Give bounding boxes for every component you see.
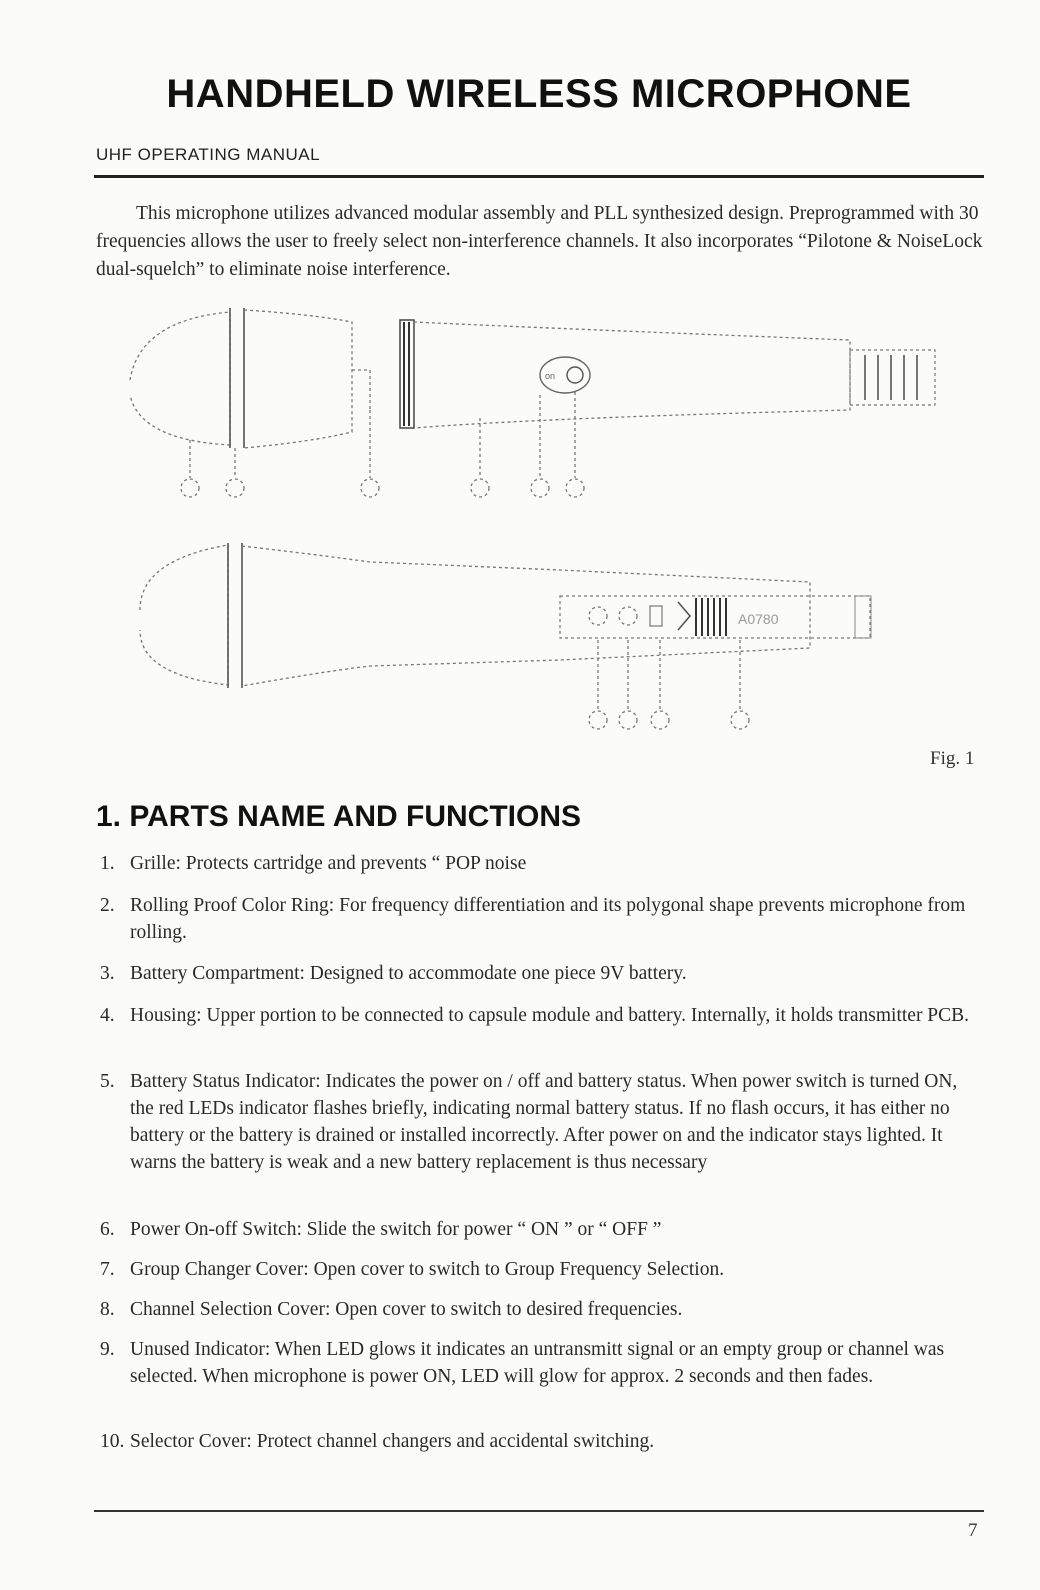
footer-rule — [94, 1510, 984, 1512]
list-item-number: 6. — [100, 1219, 115, 1240]
list-item-text: Grille: Protects cartridge and prevents “ POP noise — [130, 853, 527, 874]
list-item — [100, 1428, 985, 1455]
document-title: HANDHELD WIRELESS MICROPHONE — [166, 72, 912, 116]
list-item — [100, 1068, 985, 1176]
list-item-number: 4. — [100, 1005, 115, 1026]
list-item — [100, 850, 985, 877]
microphone-top-view — [130, 308, 935, 497]
battery-grip-lines — [696, 598, 726, 636]
list-item — [100, 1216, 985, 1243]
microphone-bottom-view — [140, 543, 871, 729]
list-item-text: Battery Compartment: Designed to accommodate one piece 9V battery. — [130, 963, 687, 984]
panel-label: A0780 — [738, 611, 779, 627]
list-item-number: 9. — [100, 1339, 115, 1360]
switch-label: on — [545, 371, 556, 381]
intro-paragraph: This microphone utilizes advanced modular assembly and PLL synthesized design. Preprogrammed with 30 frequencies allows the user to freely select non-interference channels. It also incorporates “Pilotone & NoiseLock dual-squelch” to eliminate noise interference. — [96, 203, 983, 280]
list-item — [100, 1002, 985, 1029]
list-item — [100, 892, 985, 946]
page-number: 7 — [968, 1520, 978, 1541]
list-item-text: Selector Cover: Protect channel changers and accidental switching. — [130, 1431, 655, 1452]
list-item-number: 5. — [100, 1071, 115, 1092]
section-heading: 1. PARTS NAME AND FUNCTIONS — [96, 800, 582, 833]
header-rule — [94, 175, 984, 178]
list-item — [100, 960, 985, 987]
list-item-text: Channel Selection Cover: Open cover to switch to desired frequencies. — [130, 1299, 683, 1320]
list-item — [100, 1256, 985, 1283]
list-item-text: Unused Indicator: When LED glows it indicates an untransmitt signal or an empty group or channel was selected. When microphone is power ON, LED will glow for approx. 2 seconds and then fades. — [130, 1339, 945, 1387]
list-item-text: Power On-off Switch: Slide the switch for power “ ON ” or “ OFF ” — [130, 1219, 662, 1240]
list-item — [100, 1296, 985, 1323]
list-item-text: Rolling Proof Color Ring: For frequency differentiation and its polygonal shape prevents microphone from rolling. — [130, 895, 966, 943]
microphone-diagram — [120, 300, 980, 750]
list-item-number: 7. — [100, 1259, 115, 1280]
figure-caption: Fig. 1 — [930, 748, 975, 769]
list-item-number: 10. — [100, 1431, 125, 1452]
list-item-text: Group Changer Cover: Open cover to switch to Group Frequency Selection. — [130, 1259, 725, 1280]
document-subtitle: UHF OPERATING MANUAL — [96, 145, 321, 164]
list-item-number: 1. — [100, 853, 115, 874]
list-item — [100, 1336, 985, 1390]
list-item-number: 8. — [100, 1299, 115, 1320]
list-item-number: 2. — [100, 895, 115, 916]
list-item-text: Housing: Upper portion to be connected to capsule module and battery. Internally, it holds transmitter PCB. — [130, 1005, 970, 1026]
list-item-number: 3. — [100, 963, 115, 984]
list-item-text: Battery Status Indicator: Indicates the power on / off and battery status. When power switch is turned ON, the red LEDs indicator flashes briefly, indicating normal battery status. If no flash occurs, it has either no battery or the battery is drained or installed incorrectly. After power on and the indicator stays lighted. It warns the battery is weak and a new battery replacement is thus necessary — [130, 1071, 958, 1173]
